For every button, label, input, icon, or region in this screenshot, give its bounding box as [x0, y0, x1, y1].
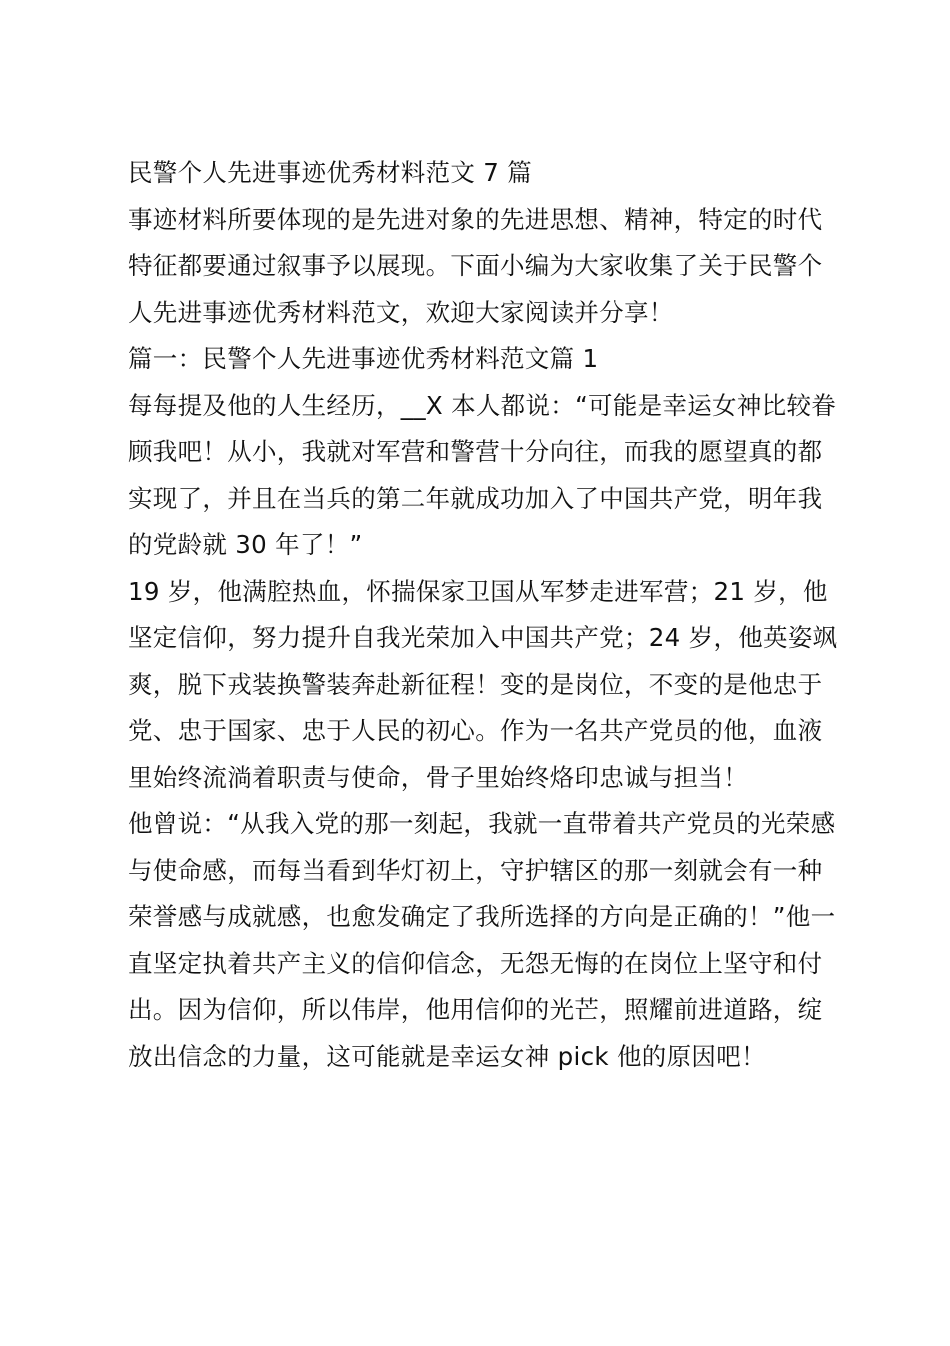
- body-paragraph: 他曾说：“从我入党的那一刻起，我就一直带着共产党员的光荣感与使命感，而每当看到华灯初上，守护辖区的那一刻就会有一种荣誉感与成就感，也愈发确定了我所选择的方向是正确的！”他一直坚定执着共产主义的信仰信念，无怨无悔的在岗位上坚守和付出。因为信仰，所以伟岸，他用信仰的光芒，照耀前进道路，绽放出信念的力量，这可能就是幸运女神 pick 他的原因吧！: [128, 809, 836, 1071]
- section-heading: 篇一：民警个人先进事迹优秀材料范文篇 1: [128, 344, 599, 373]
- intro-paragraph: 事迹材料所要体现的是先进对象的先进思想、精神，特定的时代特征都要通过叙事予以展现。下面小编为大家收集了关于民警个人先进事迹优秀材料范文，欢迎大家阅读并分享！: [128, 204, 823, 327]
- body-paragraph: 每每提及他的人生经历，__X 本人都说：“可能是幸运女神比较眷顾我吧！从小，我就对军营和警营十分向往，而我的愿望真的都实现了，并且在当兵的第二年就成功加入了中国共产党，明年我的党龄就 30 年了！”: [128, 390, 837, 559]
- document-body: [128, 150, 838, 1080]
- body-paragraph: 19 岁，他满腔热血，怀揣保家卫国从军梦走进军营；21 岁，他坚定信仰，努力提升自我光荣加入中国共产党；24 岁，他英姿飒爽，脱下戎装换警装奔赴新征程！变的是岗位，不变的是他忠于党、忠于国家、忠于人民的初心。作为一名共产党员的他，血液里始终流淌着职责与使命，骨子里始终烙印忠诚与担当！: [128, 576, 838, 792]
- document-title: 民警个人先进事迹优秀材料范文 7 篇: [128, 158, 533, 187]
